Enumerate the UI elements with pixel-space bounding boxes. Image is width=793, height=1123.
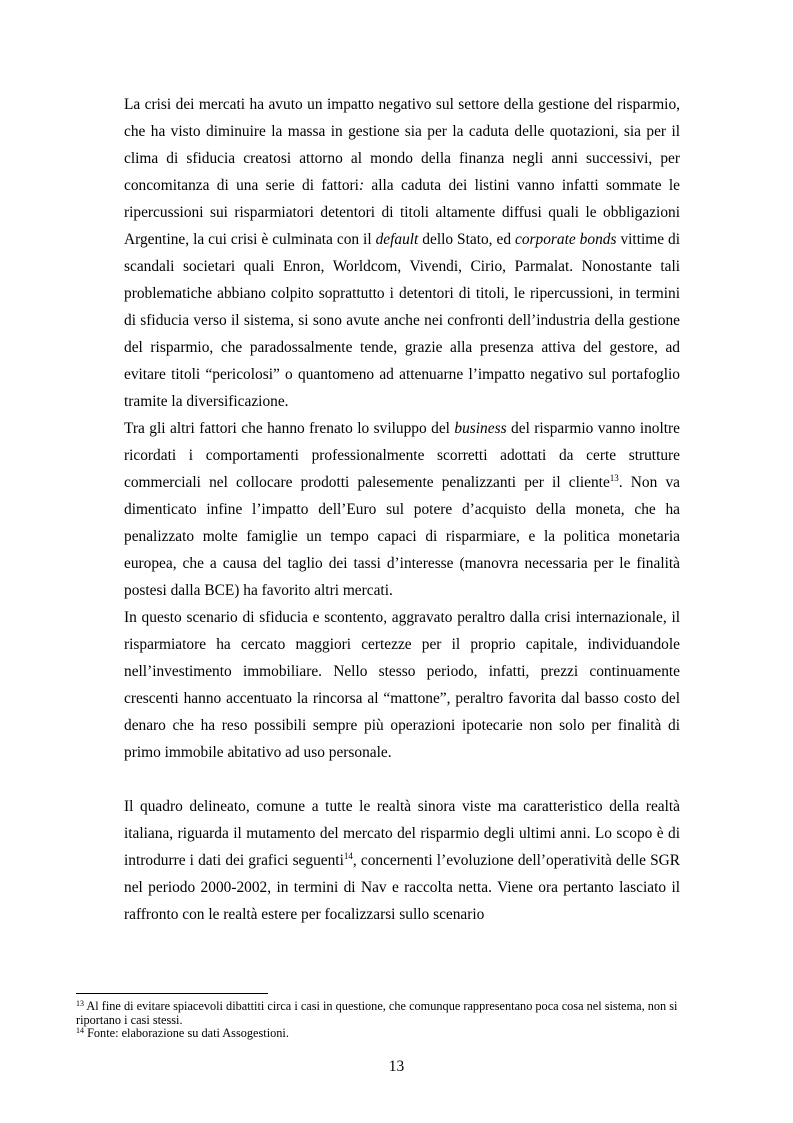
- text-run: Il quadro delineato, comune a tutte le realtà sinora viste ma caratteristico della realtà italiana, riguarda il mutamento del mercato del risparmio degli ultimi anni. Lo scopo è di introdurre i dati dei grafici seguenti: [124, 798, 680, 869]
- text-run: . Non va dimenticato infine l’impatto dell’Euro sul potere d’acquisto della moneta, che ha penalizzato molte famiglie un tempo capaci di risparmiare, e la politica monetaria europea, che a causa del taglio dei tassi d’interesse (manovra necessaria per le finalità postesi dalla BCE) ha favorito altri mercati.: [124, 474, 680, 599]
- footnote-text: Al fine di evitare spiacevoli dibattiti circa i casi in questione, che comunque rappresentano poca cosa nel sistema, non si riportano i casi stessi.: [76, 999, 678, 1027]
- text-run: del risparmio vanno inoltre ricordati i comportamenti professionalmente scorretti adottati da certe strutture commerciali nel collocare prodotti palesemente penalizzanti per il cliente: [124, 420, 680, 491]
- text-run: dello Stato, ed: [418, 231, 516, 248]
- italic-term-default: default: [375, 231, 419, 248]
- paragraph-real-estate: In questo scenario di sfiducia e scontento, aggravato peraltro dalla crisi internazionale, il risparmiatore ha cercato maggiori certezze per il proprio capitale, individuandole nell’investimento immobiliare. Nello stesso periodo, infatti, prezzi continuamente crescenti hanno accentuato la rincorsa al “mattone”, peraltro favorita dal basso costo del denaro che ha reso possibili sempre più operazioni ipotecarie non solo per finalità di primo immobile abitativo ad uso personale.: [124, 609, 680, 761]
- text-run: , concernenti l’evoluzione dell’operatività delle SGR nel periodo 2000-2002, in termini di Nav e raccolta netta. Viene ora pertanto lasciato il raffronto con le realtà estere per focalizzarsi sullo scenario: [124, 852, 681, 923]
- footnote-ref-14: 14: [343, 851, 353, 861]
- text-run: Tra gli altri fattori che hanno frenato lo sviluppo del: [124, 420, 455, 437]
- text-run: La crisi dei mercati ha avuto un impatto negativo sul settore della gestione del risparmio, che ha visto diminuire la massa in gestione sia per la caduta delle quotazioni, sia per il clima di sfiducia creatosi attorno al mondo della finanza negli anni successivi, per concomitanza di una serie di fattori: [124, 96, 680, 194]
- text-run: alla caduta dei listini vanno infatti sommate le ripercussioni sui risparmiatori detentori di titoli altamente diffusi quali le obbligazioni Argentine, la cui crisi è culminata con il: [124, 177, 680, 248]
- text-run: vittime di scandali societari quali Enron, Worldcom, Vivendi, Cirio, Parmalat. Nonostante tali problematiche abbiano colpito soprattutto i detentori di titoli, le ripercussioni, in termini di sfiducia verso il sistema, si sono avute anche nei confronti dell’industria della gestione del risparmio, che paradossalmente tende, grazie alla presenza attiva del gestore, ad evitare titoli “pericolosi” o quantomeno ad attenuarne l’impatto negativo sul portafoglio tramite la diversificazione.: [124, 231, 680, 410]
- italic-term-corporate-bonds: corporate bonds: [515, 231, 617, 248]
- footnote-number: 13: [76, 999, 84, 1008]
- page-number: 13: [388, 1058, 405, 1075]
- footnote-14: [76, 1027, 720, 1041]
- footnote-ref-13: 13: [609, 473, 619, 483]
- footnote-number: 14: [76, 1026, 84, 1035]
- body-text: [124, 91, 680, 928]
- paragraph-market-crisis: [124, 91, 680, 415]
- italic-term-business: business: [454, 420, 507, 437]
- paragraph-other-factors: [124, 415, 680, 604]
- italic-colon: :: [358, 177, 365, 194]
- footnotes: [76, 1000, 720, 1041]
- footnote-text: Fonte: elaborazione su dati Assogestioni.: [84, 1026, 289, 1040]
- paragraph-framework: [124, 793, 680, 928]
- footnote-separator: [76, 993, 268, 994]
- paragraph-gap: [124, 766, 680, 793]
- footnote-13: [76, 1000, 720, 1027]
